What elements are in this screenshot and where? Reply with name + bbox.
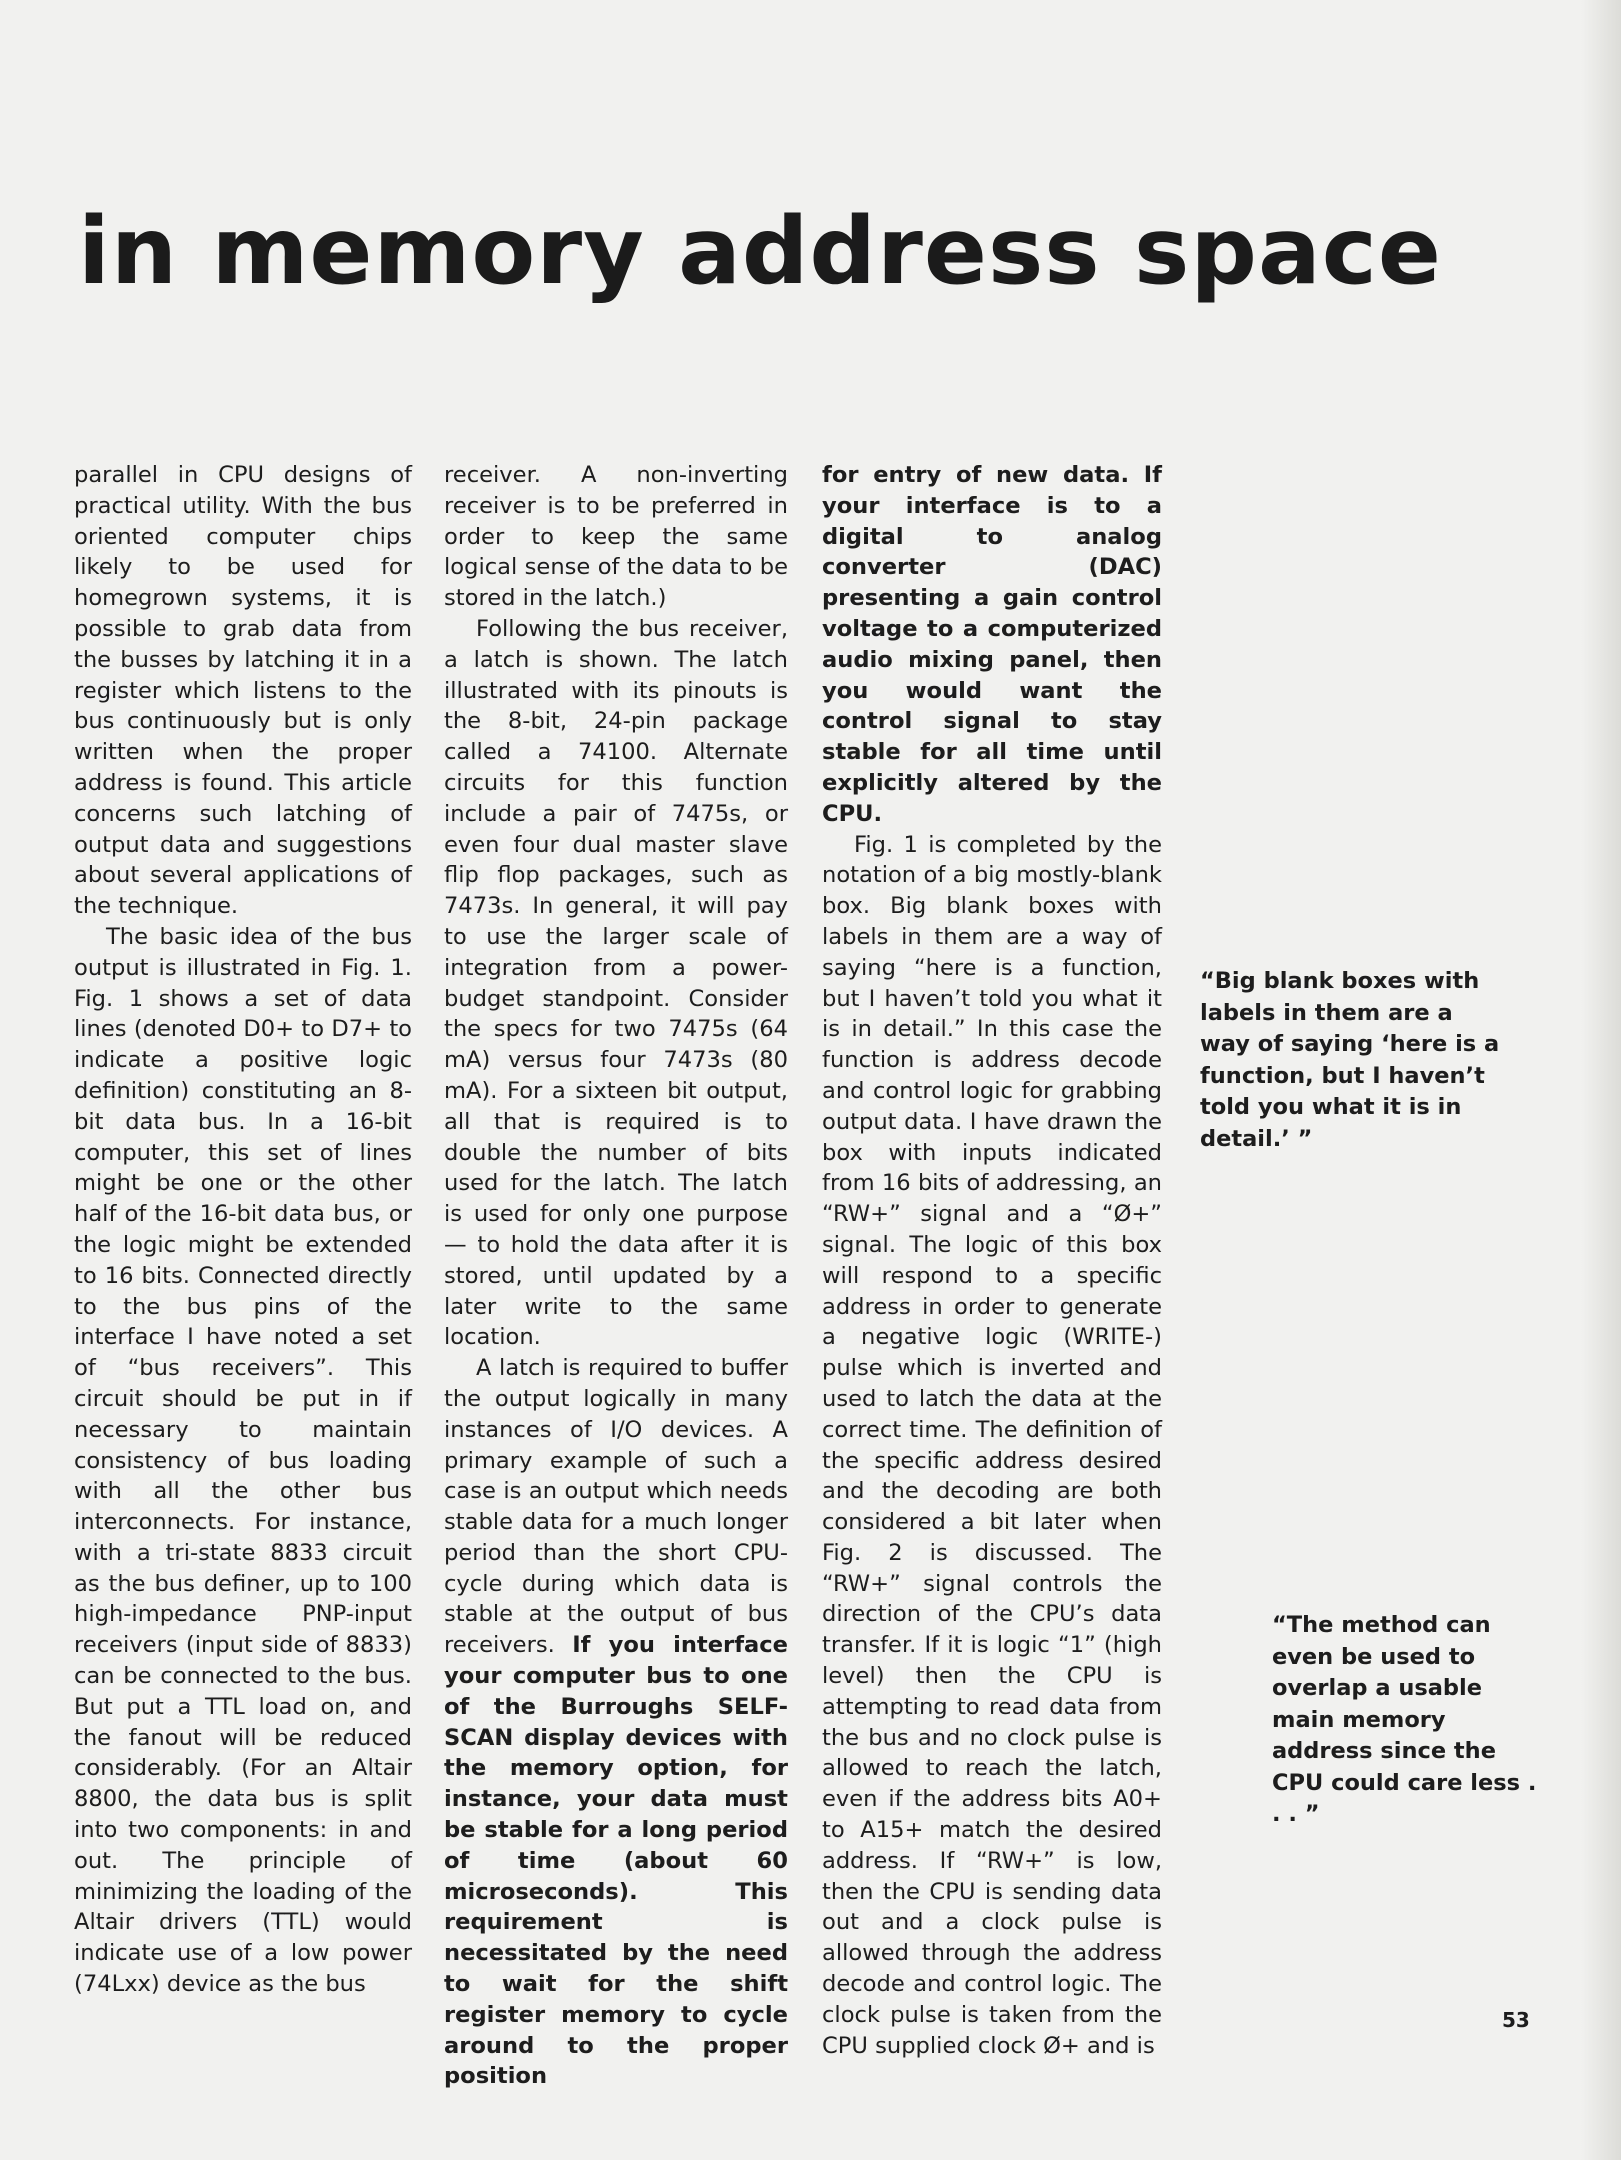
column1-paragraph-2: The basic idea of the bus output is illustrated in Fig. 1. Fig. 1 shows a set of data lines (denoted D0+ to D7+ to indicate a positive logic definition) constituting an 8-bit data bus. In a 16-bit computer, this set of lines might be one or the other half of the 16-bit data bus, or the logic might be extended to 16 bits. Connected directly to the bus pins of the interface I have noted a set of “bus receivers”. This circuit should be put in if necessary to maintain consistency of bus loading with all the other bus interconnects. For instance, with a tri-state 8833 circuit as the bus definer, up to 100 high-impedance PNP-input receivers (input side of 8833) can be connected to the bus. But put a TTL load on, and the fanout will be reduced considerably. (For an Altair 8800, the data bus is split into two components: in and out. The principle of minimizing the loading of the Altair drivers (TTL) would indicate use of a low power (74Lxx) device as the bus [74, 923, 412, 1998]
text-column-2 [444, 460, 788, 2092]
text-column-3 [822, 460, 1162, 2061]
column3-paragraph-1: for entry of new data. If your interface is to a digital to analog converter (DAC) presenting a gain control voltage to a computerized audio mixing panel, then you would want the control signal to stay stable for all time until explicitly altered by the CPU. [822, 462, 1162, 827]
column2-paragraph-3 [444, 1353, 788, 2092]
column1-paragraph-1: parallel in CPU designs of practical utility. With the bus oriented computer chips likely to be used for homegrown systems, it is possible to grab data from the busses by latching it in a register which listens to the bus continuously but is only written when the proper address is found. This article concerns such latching of output data and suggestions about several applications of the technique. [74, 462, 412, 920]
page-edge-shadow [1581, 0, 1621, 2160]
text-column-1 [74, 460, 412, 2000]
page-number: 53 [1502, 2008, 1530, 2032]
column2-paragraph-2: Following the bus receiver, a latch is shown. The latch illustrated with its pinouts is the 8-bit, 24-pin package called a 74100. Alternate circuits for this function include a pair of 7475s, or even four dual master slave flip flop packages, such as 7473s. In general, it will pay to use the larger scale of integration from a power-budget standpoint. Consider the specs for two 7475s (64 mA) versus four 7473s (80 mA). For a sixteen bit output, all that is required is to double the number of bits used for the latch. The latch is used for only one purpose — to hold the data after it is stored, until updated by a later write to the same location. [444, 615, 788, 1351]
pull-quote-1: “Big blank boxes with labels in them are a way of saying ‘here is a function, but I haven’t told you what it is in detail.’ ” [1200, 968, 1500, 1152]
column3-paragraph-2: Fig. 1 is completed by the notation of a big mostly-blank box. Big blank boxes with labels in them are a way of saying “here is a function, but I haven’t told you what it is in detail.” In this case the function is address decode and control logic for grabbing output data. I have drawn the box with inputs indicated from 16 bits of addressing, an “RW+” signal and a “Ø+” signal. The logic of this box will respond to a specific address in order to generate a negative logic (WRITE-) pulse which is inverted and used to latch the data at the correct time. The definition of the specific address desired and the decoding are both considered a bit later when Fig. 2 is discussed. The “RW+” signal controls the direction of the CPU’s data transfer. If it is logic “1” (high level) then the CPU is attempting to read data from the bus and no clock pulse is allowed to reach the latch, even if the address bits A0+ to A15+ match the desired address. If “RW+” is low, then the CPU is sending data out and a clock pulse is allowed through the address decode and control logic. The clock pulse is taken from the CPU supplied clock Ø+ and is [822, 831, 1162, 2059]
column2-paragraph-3-bold: If you interface your computer bus to one of the Burroughs SELF-SCAN display devices with the memory option, for instance, your data must be stable for a long period of time (about 60 microseconds). This requirement is necessitated by the need to wait for the shift register memory to cycle around to the proper position [444, 1632, 788, 2090]
column2-paragraph-3-regular: A latch is required to buffer the output logically in many instances of I/O devices. A primary example of such a case is an output which needs stable data for a much longer period than the short CPU-cycle during which data is stable at the output of bus receivers. [444, 1355, 788, 1659]
article-title: in memory address space [78, 197, 1442, 305]
pull-quote-2: “The method can even be used to overlap a usable main memory address since the CPU could care less . . . ” [1272, 1612, 1537, 1827]
column2-paragraph-1: receiver. A non-inverting receiver is to be preferred in order to keep the same logical sense of the data to be stored in the latch.) [444, 462, 788, 612]
